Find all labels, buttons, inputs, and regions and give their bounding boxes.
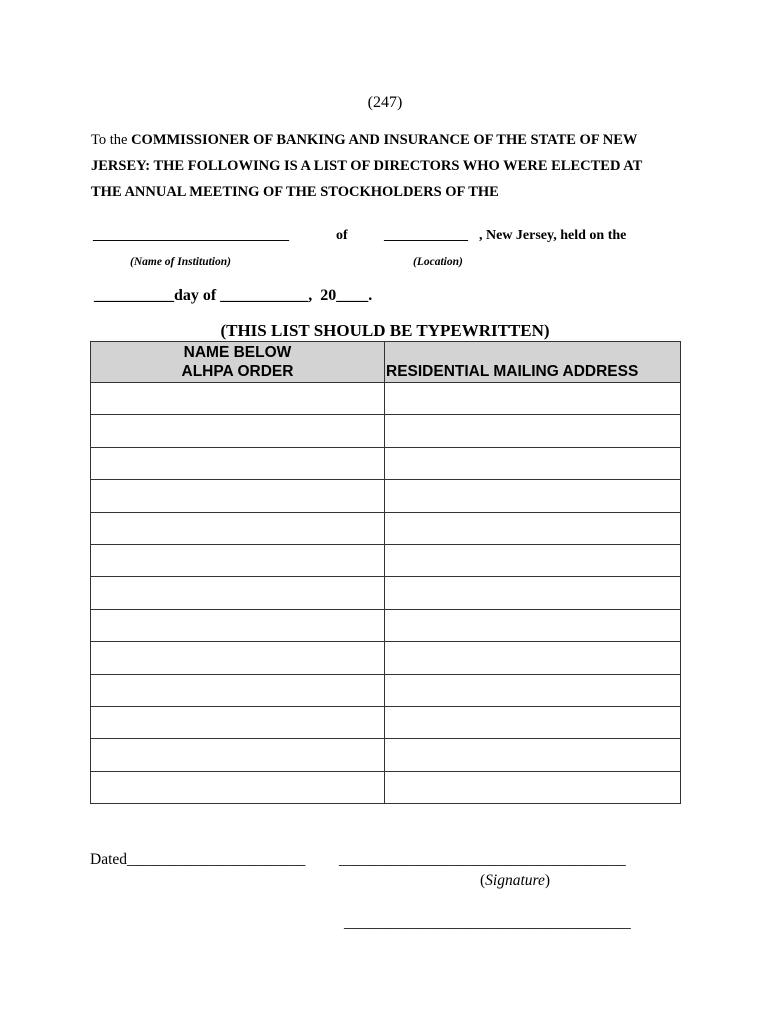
director-name-cell[interactable]: [91, 383, 385, 415]
director-name-cell[interactable]: [91, 577, 385, 609]
table-row: [91, 642, 681, 674]
signature-caption: [480, 872, 550, 890]
director-name-cell[interactable]: [91, 771, 385, 803]
director-name-cell[interactable]: [91, 674, 385, 706]
director-name-cell[interactable]: [91, 544, 385, 576]
director-address-cell[interactable]: [385, 544, 681, 576]
institution-name-blank[interactable]: ____________________________: [93, 228, 289, 243]
dated-label: Dated: [90, 851, 128, 868]
intro-recipient: COMMISSIONER OF BANKING AND INSURANCE OF THE STATE OF NEW: [131, 132, 638, 148]
director-name-cell[interactable]: [91, 642, 385, 674]
intro-line-2: JERSEY: THE FOLLOWING IS A LIST OF DIRECTORS WHO WERE ELECTED AT: [91, 158, 643, 174]
table-row: [91, 544, 681, 576]
director-address-cell[interactable]: [385, 771, 681, 803]
table-row: [91, 609, 681, 641]
column-header-name-line2: ALHPA ORDER: [181, 363, 294, 380]
director-name-cell[interactable]: [91, 739, 385, 771]
title-blank[interactable]: _____________________________________: [344, 914, 631, 931]
directors-body: [91, 383, 681, 804]
column-header-address: RESIDENTIAL MAILING ADDRESS: [385, 342, 681, 383]
intro-line-1: [91, 132, 637, 149]
day-of-label: day of: [174, 287, 217, 304]
director-address-cell[interactable]: [385, 383, 681, 415]
signature-caption-close: ): [544, 872, 551, 889]
director-name-cell[interactable]: [91, 512, 385, 544]
director-address-cell[interactable]: [385, 447, 681, 479]
column-header-name: [91, 342, 385, 383]
director-address-cell[interactable]: [385, 577, 681, 609]
signature-caption-word: Signature: [485, 872, 545, 889]
director-address-cell[interactable]: [385, 739, 681, 771]
table-header-row: [91, 342, 681, 383]
table-row: [91, 674, 681, 706]
location-blank[interactable]: ____________: [384, 228, 468, 243]
column-header-name-line1: NAME BELOW: [183, 344, 292, 361]
date-line: [94, 287, 372, 305]
new-jersey-held-on-label: , New Jersey, held on the: [479, 228, 627, 243]
location-caption: (Location): [413, 256, 463, 268]
table-row: [91, 480, 681, 512]
signature-blank[interactable]: _____________________________________: [339, 851, 626, 868]
director-name-cell[interactable]: [91, 706, 385, 738]
signature-caption-open: (: [480, 872, 486, 889]
director-address-cell[interactable]: [385, 706, 681, 738]
table-row: [91, 706, 681, 738]
director-name-cell[interactable]: [91, 447, 385, 479]
director-address-cell[interactable]: [385, 609, 681, 641]
table-row: [91, 771, 681, 803]
intro-prefix: To the: [91, 132, 132, 148]
year-field[interactable]: 20____.: [320, 287, 373, 304]
table-row: [91, 577, 681, 609]
table-row: [91, 383, 681, 415]
director-name-cell[interactable]: [91, 480, 385, 512]
month-blank[interactable]: ___________,: [220, 287, 313, 304]
table-row: [91, 512, 681, 544]
director-name-cell[interactable]: [91, 609, 385, 641]
day-blank[interactable]: __________: [94, 287, 174, 304]
director-address-cell[interactable]: [385, 415, 681, 447]
form-number: (247): [367, 94, 403, 111]
director-address-cell[interactable]: [385, 674, 681, 706]
table-row: [91, 739, 681, 771]
typewritten-note: (THIS LIST SHOULD BE TYPEWRITTEN): [220, 321, 550, 340]
director-address-cell[interactable]: [385, 642, 681, 674]
dated-blank[interactable]: _______________________: [127, 851, 306, 868]
table-row: [91, 415, 681, 447]
dated-field: [90, 851, 305, 869]
directors-table: [90, 341, 681, 804]
institution-caption: (Name of Institution): [130, 256, 231, 268]
of-label: of: [336, 228, 348, 243]
director-name-cell[interactable]: [91, 415, 385, 447]
director-address-cell[interactable]: [385, 480, 681, 512]
intro-line-3: THE ANNUAL MEETING OF THE STOCKHOLDERS OF THE: [91, 184, 499, 200]
director-address-cell[interactable]: [385, 512, 681, 544]
table-row: [91, 447, 681, 479]
